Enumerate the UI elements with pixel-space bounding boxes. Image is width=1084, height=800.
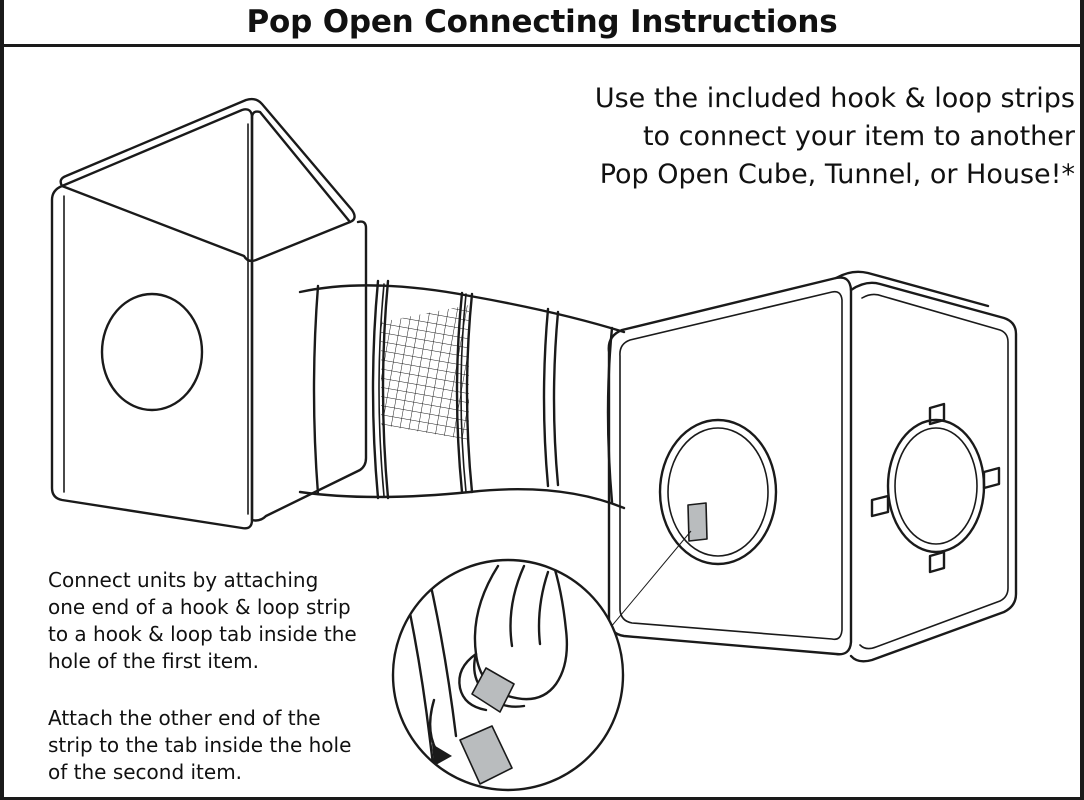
pop-open-cube (606, 272, 1016, 662)
headline-line-1: Use the included hook & loop strips (594, 83, 1075, 114)
paragraph1-line-4: hole of the first item. (48, 649, 259, 673)
paragraph1-line-3: to a hook & loop tab inside the (48, 622, 357, 646)
hand-attaching-hook-and-loop-tab-detail (393, 556, 623, 800)
paragraph2-line-3: of the second item. (48, 760, 243, 784)
paragraph2-line-2: strip to the tab inside the hole (48, 733, 352, 757)
headline-line-3: Pop Open Cube, Tunnel, or House!* (599, 159, 1075, 190)
paragraph1-line-2: one end of a hook & loop strip (48, 595, 351, 619)
paragraph1-line-1: Connect units by attaching (48, 568, 319, 592)
page-title: Pop Open Connecting Instructions (246, 4, 838, 40)
pop-open-tunnel (300, 281, 624, 512)
paragraph2-line-1: Attach the other end of the (48, 706, 321, 730)
headline-line-2: to connect your item to another (642, 121, 1075, 152)
